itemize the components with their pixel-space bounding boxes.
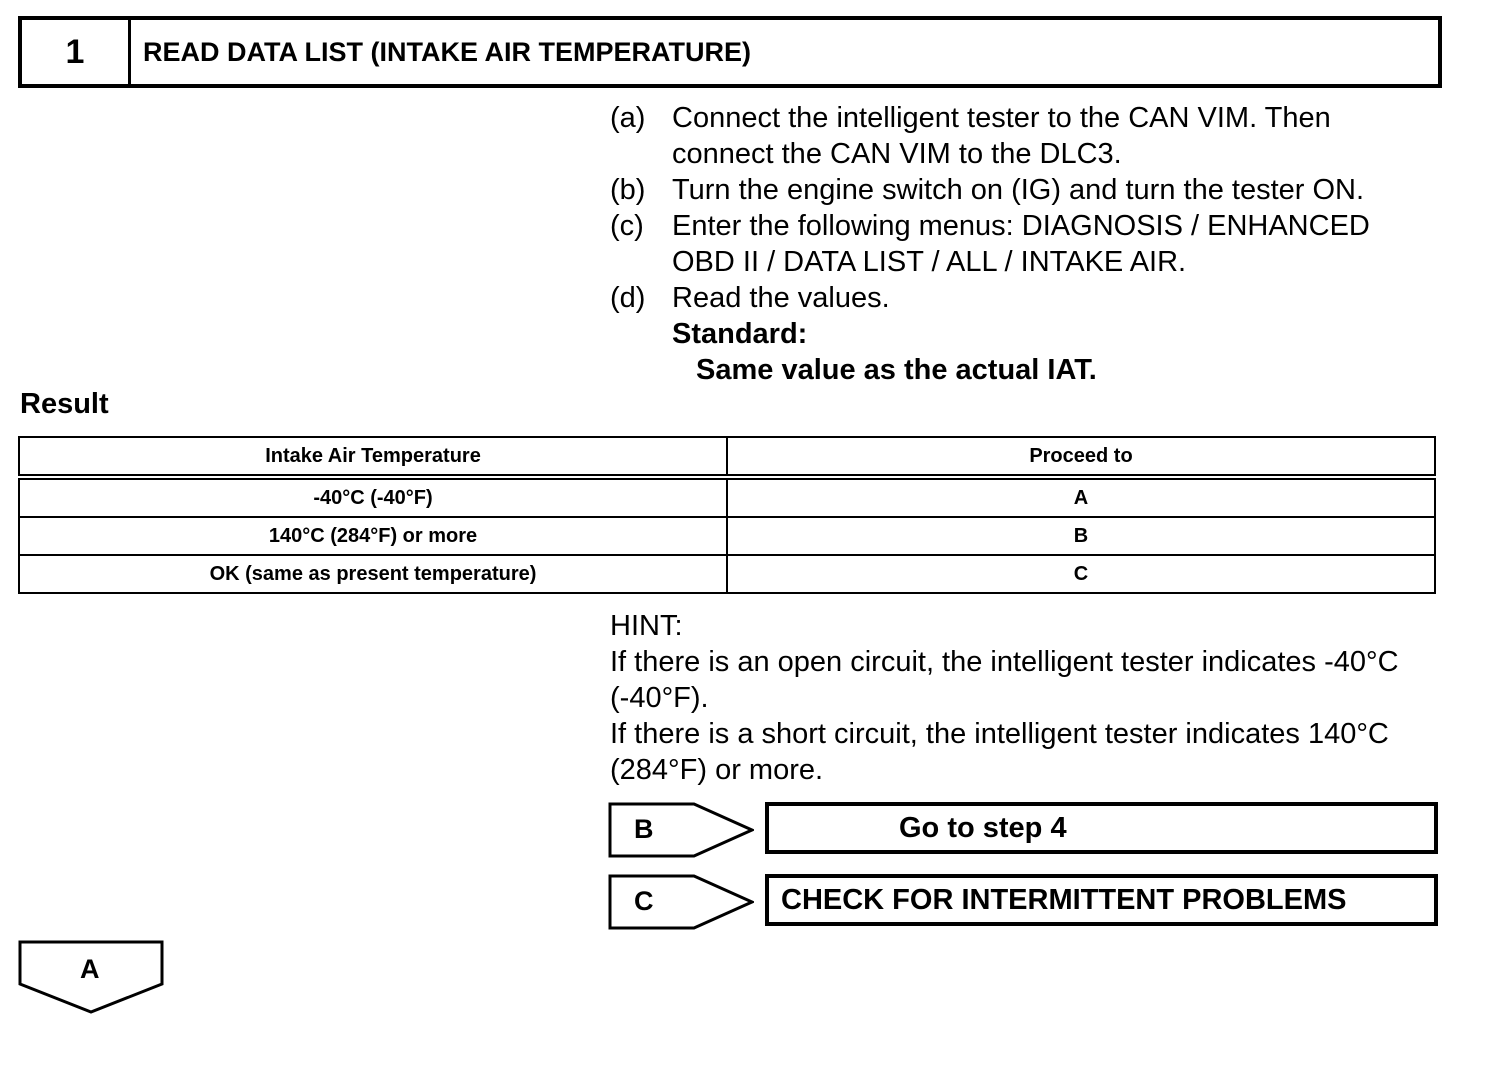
hint-line: (-40°F). (610, 682, 709, 714)
hint-label: HINT: (610, 610, 683, 642)
table-row (19, 517, 1435, 555)
hint-section (610, 608, 1450, 788)
instruction-text: connect the CAN VIM to the DLC3. (672, 138, 1122, 170)
standard-label: Standard: (672, 318, 808, 350)
table-cell: C (727, 555, 1435, 593)
instruction-b (610, 172, 1470, 208)
table-row (19, 477, 1435, 517)
column-header: Proceed to (727, 437, 1435, 477)
table-row (19, 555, 1435, 593)
column-header: Intake Air Temperature (19, 437, 727, 477)
instruction-label: (b) (610, 174, 646, 206)
instruction-text: Read the values. (672, 282, 890, 314)
continue-tag-letter: A (80, 954, 100, 984)
table-cell: -40°C (-40°F) (19, 477, 727, 517)
standard-value: Same value as the actual IAT. (696, 354, 1097, 386)
continue-tag-a[interactable] (18, 940, 164, 1014)
branch-tag-c[interactable] (608, 874, 756, 932)
result-table (18, 436, 1436, 594)
arrow-tag-icon (608, 874, 754, 930)
instruction-d (610, 280, 1470, 388)
instruction-text: OBD II / DATA LIST / ALL / INTAKE AIR. (672, 246, 1187, 278)
hint-line: If there is an open circuit, the intelligent tester indicates -40°C (610, 646, 1399, 678)
instruction-text: Connect the intelligent tester to the CAN VIM. Then (672, 102, 1331, 134)
instruction-list (610, 100, 1470, 388)
result-title: Result (20, 388, 109, 420)
instruction-text: Enter the following menus: DIAGNOSIS / ENHANCED (672, 210, 1370, 242)
instruction-text: Turn the engine switch on (IG) and turn the tester ON. (672, 174, 1365, 206)
table-cell: OK (same as present temperature) (19, 555, 727, 593)
branch-tag-letter: B (634, 814, 654, 844)
arrow-tag-icon (608, 802, 754, 858)
table-cell: B (727, 517, 1435, 555)
hint-line: If there is a short circuit, the intelligent tester indicates 140°C (610, 718, 1389, 750)
branch-destination-c[interactable] (765, 874, 1438, 926)
instruction-label: (d) (610, 282, 646, 314)
hint-line: (284°F) or more. (610, 754, 824, 786)
branch-destination-label: Go to step 4 (899, 811, 1067, 844)
step-header (18, 16, 1442, 88)
instruction-c (610, 208, 1470, 280)
instruction-label: (c) (610, 210, 644, 242)
step-number: 1 (22, 20, 131, 84)
table-cell: 140°C (284°F) or more (19, 517, 727, 555)
instruction-label: (a) (610, 102, 646, 134)
instruction-a (610, 100, 1470, 172)
branch-destination-label: CHECK FOR INTERMITTENT PROBLEMS (781, 883, 1347, 916)
branch-tag-b[interactable] (608, 802, 756, 860)
step-title: READ DATA LIST (INTAKE AIR TEMPERATURE) (143, 36, 751, 67)
table-cell: A (727, 477, 1435, 517)
branch-destination-b[interactable] (765, 802, 1438, 854)
branch-tag-letter: C (634, 886, 654, 916)
table-header-row (19, 437, 1435, 477)
